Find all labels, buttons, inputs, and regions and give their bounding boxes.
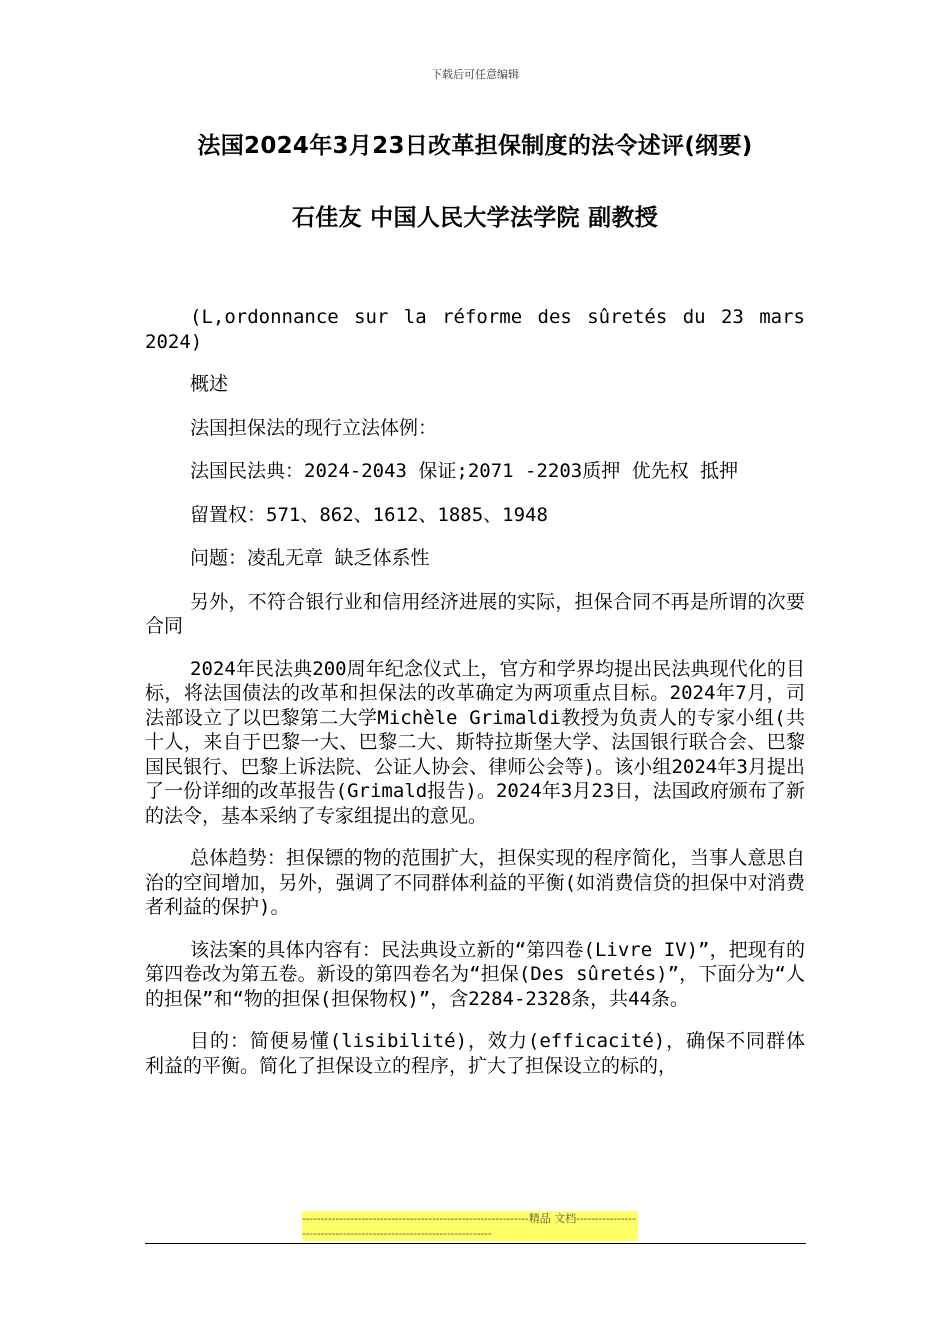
paragraph-problem: 问题：凌乱无章 缺乏体系性 (190, 547, 430, 569)
document-title: 法国2024年3月23日改革担保制度的法令述评(纲要) (197, 133, 753, 159)
paragraph-french-subtitle: (L,ordonnance sur la réforme des sûretés du 23 mars 2024) (145, 306, 805, 353)
paragraph-purpose: 目的：简便易懂(lisibilité)，效力(efficacité)，确保不同群体利益的平衡。简化了担保设立的程序，扩大了担保设立的标的， (145, 1030, 805, 1077)
header-note: 下载后可任意编辑 (431, 68, 519, 81)
footer-watermark: -------------------------------------------------------------精品 文档------------------------------------------------------------------- (302, 1211, 638, 1241)
paragraph-background: 2024年民法典200周年纪念仪式上，官方和学界均提出民法典现代化的目标，将法国债法的改革和担保法的改革确定为两项重点目标。2024年7月，司法部设立了以巴黎第二大学Michèle Grimaldi教授为负责人的专家小组(共十人，来自于巴黎一大、巴黎二大、斯特拉斯堡大学、法国银行联合会、巴黎国民银行、巴黎上诉法院、公证人协会、律师公会等)。该小组2024年3月提出了一份详细的改革报告(Grimald报告)。2024年3月23日，法国政府颁布了新的法令，基本采纳了专家组提出的意见。 (145, 657, 805, 827)
paragraph-additional: 另外，不符合银行业和信用经济进展的实际，担保合同不再是所谓的次要合同 (145, 590, 805, 637)
paragraph-content: 该法案的具体内容有：民法典设立新的“第四卷(Livre IV)”，把现有的第四卷改为第五卷。新设的第四卷名为“担保(Des sûretés)”，下面分为“人的担保”和“物的担保(担保物权)”，含2284-2328条，共44条。 (145, 938, 805, 1010)
paragraph-civil-code: 法国民法典：2024-2043 保证;2071 -2203质押 优先权 抵押 (190, 460, 739, 482)
document-body (145, 305, 805, 1096)
footer-divider (145, 1243, 806, 1244)
paragraph-trend: 总体趋势：担保镖的物的范围扩大，担保实现的程序简化，当事人意思自治的空间增加，另外，强调了不同群体利益的平衡(如消费信贷的担保中对消费者利益的保护)。 (145, 847, 805, 918)
author-line: 石佳友 中国人民大学法学院 副教授 (291, 205, 659, 231)
paragraph-lien: 留置权：571、862、1612、1885、1948 (190, 503, 548, 526)
paragraph-overview: 概述 (190, 373, 229, 395)
paragraph-legislation-heading: 法国担保法的现行立法体例： (190, 416, 438, 439)
